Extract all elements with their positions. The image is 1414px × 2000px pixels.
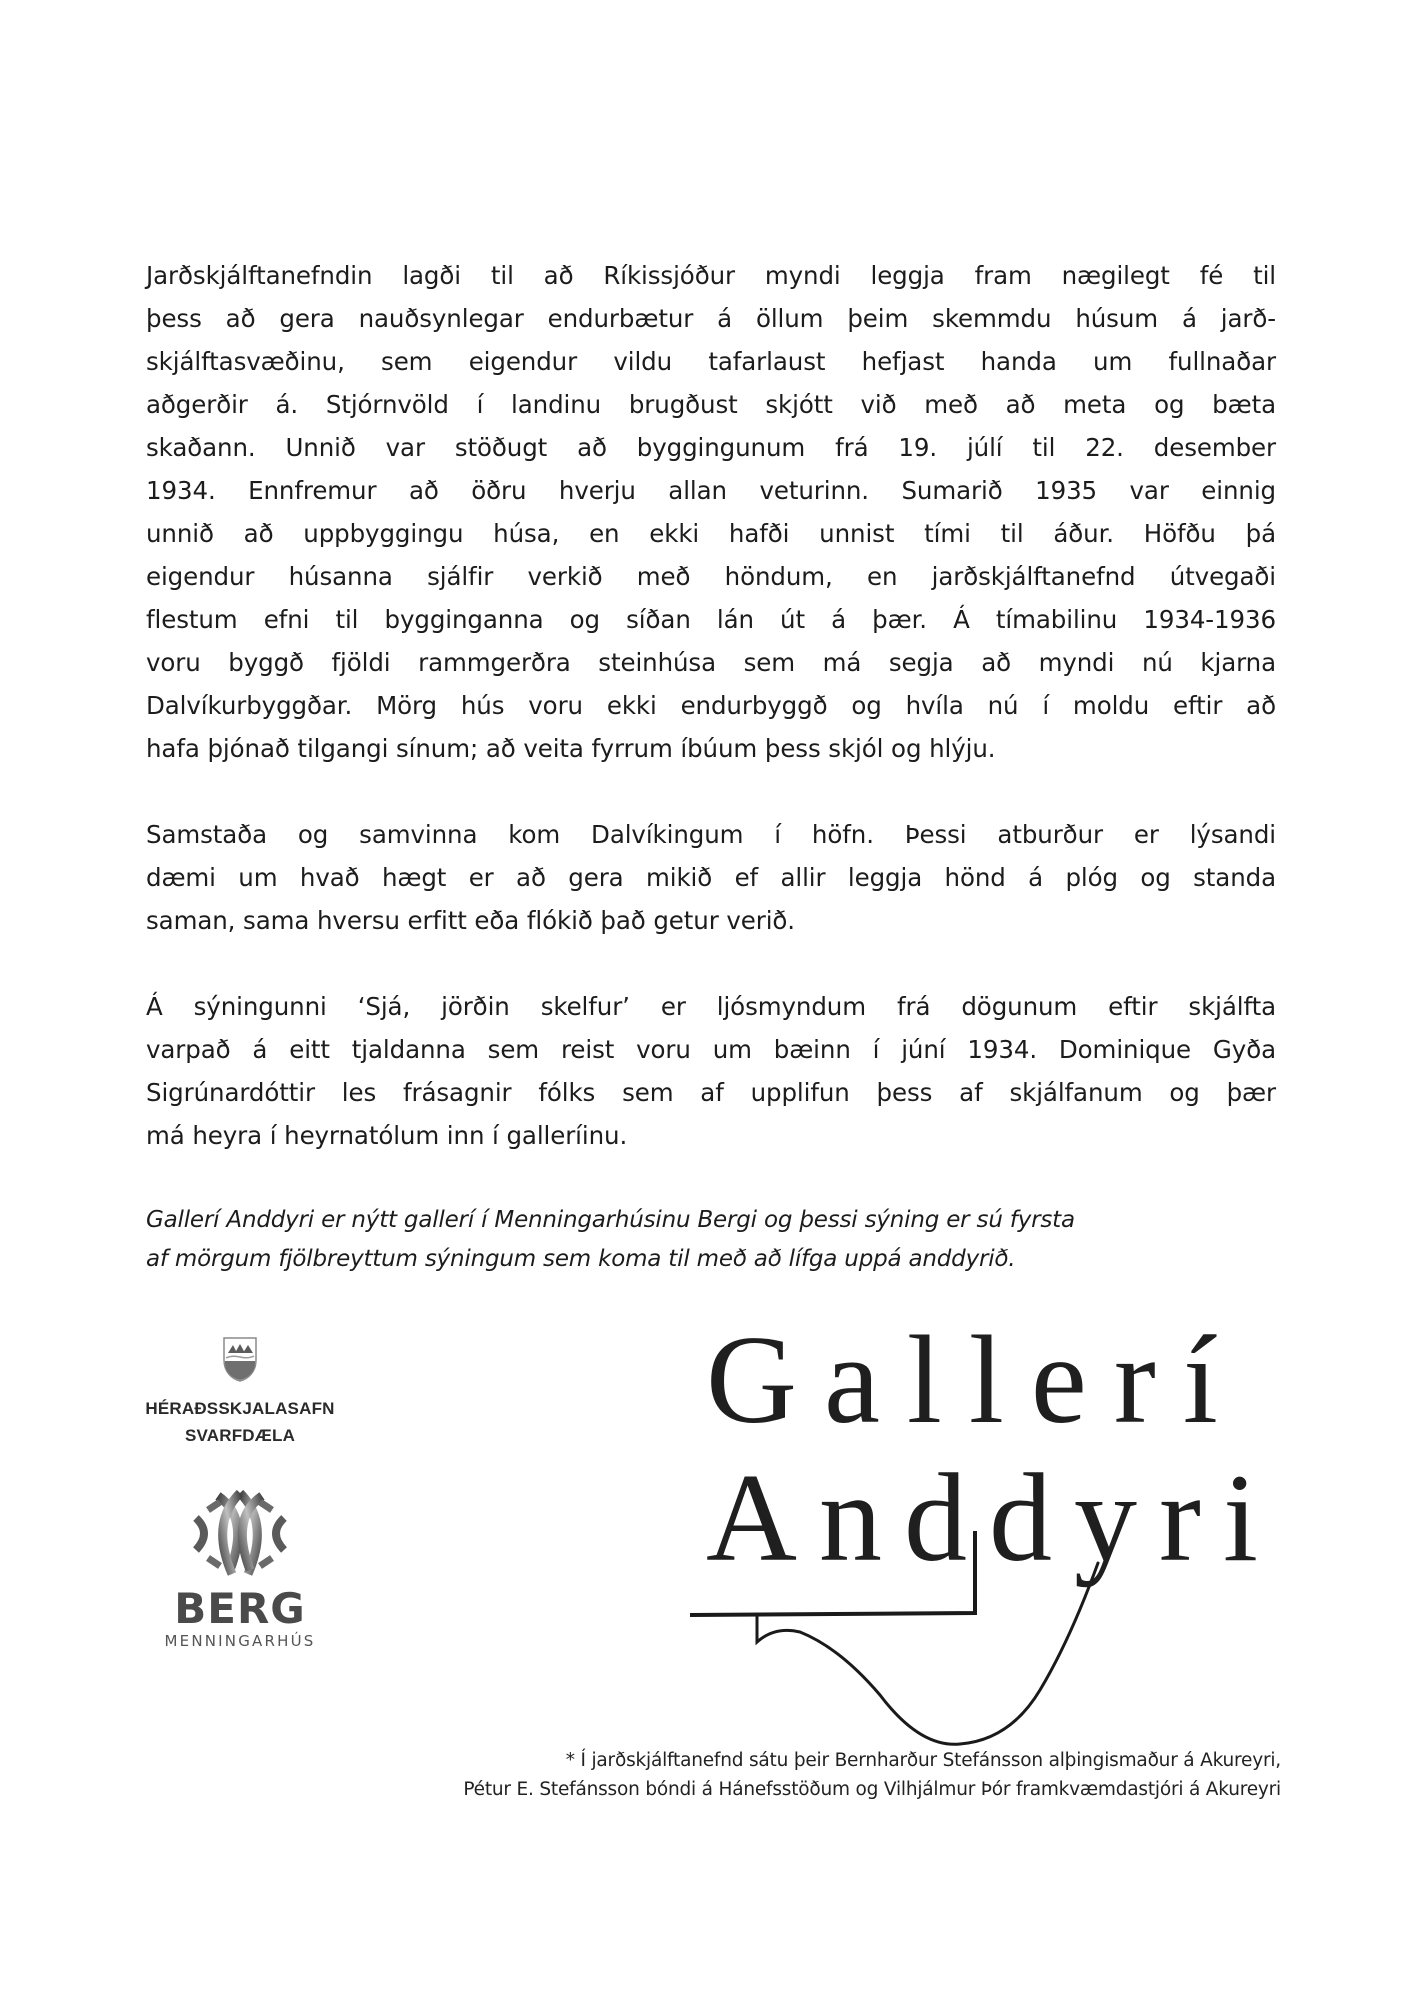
text-line: Samstaða og samvinna kom Dalvíkingum í höfn. Þessi atburður er lýsandi [146, 820, 1276, 849]
text-line: 1934. Ennfremur að öðru hverju allan veturinn. Sumarið 1935 var einnig [146, 476, 1276, 505]
text-line: dæmi um hvað hægt er að gera mikið ef allir leggja hönd á plóg og standa [146, 863, 1276, 892]
text-line: Dalvíkurbyggðar. Mörg hús voru ekki endurbyggð og hvíla nú í moldu eftir að [146, 691, 1276, 720]
text-line: þess að gera nauðsynlegar endurbætur á öllum þeim skemmdu húsum á jarð- [146, 304, 1276, 333]
paragraph-2 [146, 813, 1276, 942]
gallery-logo-word-1: Gallerí [706, 1311, 1245, 1450]
text-line: Jarðskjálftanefndin lagði til að Ríkissjóður myndi leggja fram nægilegt fé til [146, 261, 1276, 290]
footnote [463, 1746, 1281, 1804]
gallery-logo-word-2: Anddyri [706, 1449, 1280, 1588]
text-line: skaðann. Unnið var stöðugt að byggingunum frá 19. júlí til 22. desember [146, 433, 1276, 462]
text-line: unnið að uppbyggingu húsa, en ekki hafði unnist tími til áður. Höfðu þá [146, 519, 1276, 548]
paragraph-gap [146, 942, 1276, 985]
archive-logo [130, 1336, 350, 1449]
gallery-anddyri-logo [680, 1300, 1290, 1770]
berg-name: BERG [174, 1584, 306, 1633]
paragraph-gap [146, 770, 1276, 813]
text-line: má heyra í heyrnatólum inn í galleríinu. [146, 1121, 628, 1150]
archive-name-line1: HÉRAÐSSKJALASAFN [145, 1399, 335, 1418]
text-line: skjálftasvæðinu, sem eigendur vildu tafarlaust hefjast handa um fullnaðar [146, 347, 1276, 376]
text-line: aðgerðir á. Stjórnvöld í landinu brugðust skjótt við með að meta og bæta [146, 390, 1276, 419]
berg-subtitle: MENNINGARHÚS [164, 1632, 316, 1650]
footnote-line: Pétur E. Stefánsson bóndi á Hánefsstöðum og Vilhjálmur Þór framkvæmdastjóri á Akureyri [463, 1779, 1281, 1800]
text-line: hafa þjónað tilgangi sínum; að veita fyrrum íbúum þess skjól og hlýju. [146, 734, 996, 763]
text-line: eigendur húsanna sjálfir verkið með höndum, en jarðskjálftanefnd útvegaði [146, 562, 1276, 591]
text-line: Á sýningunni ‘Sjá, jörðin skelfur’ er ljósmyndum frá dögunum eftir skjálfta [146, 992, 1276, 1021]
archive-name-line2: SVARFDÆLA [184, 1426, 296, 1445]
text-line: saman, sama hversu erfitt eða flókið það getur verið. [146, 906, 795, 935]
text-line: flestum efni til bygginganna og síðan lán út á þær. Á tímabilinu 1934-1936 [146, 605, 1276, 634]
archive-name [130, 1395, 350, 1449]
gallery-intro-note [146, 1201, 1281, 1279]
text-line: Sigrúnardóttir les frásagnir fólks sem af upplifun þess af skjálfanum og þær [146, 1078, 1276, 1107]
woven-emblem-icon [190, 1488, 290, 1578]
shield-icon [222, 1336, 258, 1382]
body-text [146, 254, 1276, 1157]
note-line: Gallerí Anddyri er nýtt gallerí í Menningarhúsinu Bergi og þessi sýning er sú fyrsta [146, 1207, 1075, 1233]
berg-logo [130, 1488, 350, 1651]
paragraph-1 [146, 254, 1276, 770]
text-line: voru byggð fjöldi rammgerðra steinhúsa sem má segja að myndi nú kjarna [146, 648, 1276, 677]
note-line: af mörgum fjölbreyttum sýningum sem koma til með að lífga uppá anddyrið. [146, 1246, 1016, 1272]
text-line: varpað á eitt tjaldanna sem reist voru um bæinn í júní 1934. Dominique Gyða [146, 1035, 1276, 1064]
footnote-line: * Í jarðskjálftanefnd sátu þeir Bernharður Stefánsson alþingismaður á Akureyri, [565, 1750, 1281, 1771]
paragraph-3 [146, 985, 1276, 1157]
